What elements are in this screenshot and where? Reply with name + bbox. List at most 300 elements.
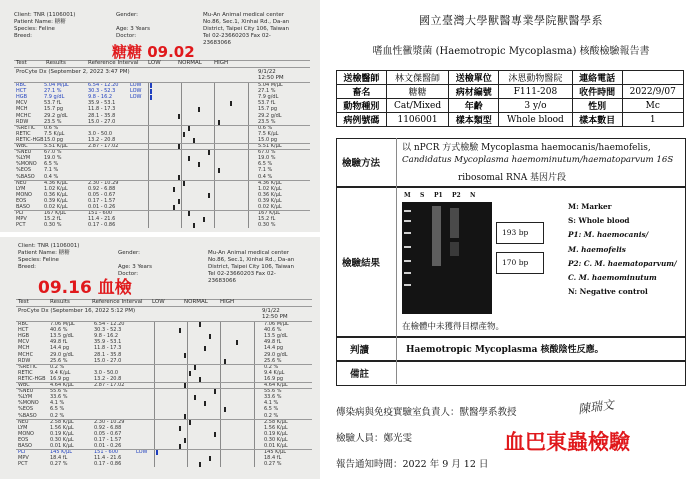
cell-flag: LOW (130, 88, 142, 95)
cell-test: PLT (18, 449, 27, 456)
range-gridline (214, 82, 215, 228)
cell-ref: 0.17 - 1.57 (88, 197, 116, 204)
cell-test: LYM (16, 185, 26, 192)
cell-result: 7.5 K/µL (44, 130, 65, 137)
cell-test: HCT (18, 327, 29, 334)
row-separator (14, 143, 310, 144)
info-key: 連絡電話 (572, 71, 622, 85)
cell-ref: 0.01 - 0.26 (88, 204, 116, 210)
species-line: Species: Feline (14, 26, 55, 32)
date-right: 9/1/22 (258, 69, 276, 75)
row-separator (14, 210, 310, 211)
col-reference: Reference Interval (88, 60, 139, 66)
cell-result: 0.2 % (50, 363, 65, 370)
cell-result: 2.58 K/µL (50, 418, 74, 425)
info-value: F111-208 (499, 85, 573, 99)
cell-result-right: 67.0 % (258, 149, 276, 156)
cell-test: MPV (18, 455, 29, 462)
method-line-1: 以 nPCR 方式檢驗 Mycoplasma haemocanis/haemofelis, (402, 143, 651, 153)
cell-test: WBC (18, 382, 30, 388)
gel-electrophoresis-image (402, 202, 492, 314)
cell-result: 1.02 K/µL (44, 185, 68, 192)
cell-ref: 0.01 - 0.26 (94, 443, 122, 449)
cell-ref: 11.4 - 21.6 (94, 455, 122, 462)
lane-label: P1 (434, 192, 443, 199)
cell-test: %LYM (18, 394, 33, 401)
cell-result-right: 25.6 % (264, 357, 282, 364)
time-right: 12:50 PM (262, 314, 288, 320)
cell-ref: 13.2 - 20.8 (88, 136, 116, 143)
lab-report-sheet-sept-16 (0, 237, 320, 479)
col-results: Results (46, 60, 66, 66)
clinic-tel: Tel 02-23660203 Fax 02- (203, 33, 271, 39)
range-gridline (181, 82, 182, 228)
cell-ref: 3.0 - 50.0 (94, 369, 119, 376)
cell-result-right: 1.02 K/µL (258, 185, 282, 192)
legend-item: N: Negative control (568, 287, 648, 297)
clinic-address-2: District, Taipei City 106, Taiwan (208, 264, 294, 270)
device-line: ProCyte Dx (September 16, 2022 5:12 PM) (18, 308, 136, 314)
col-low: LOW (148, 60, 161, 66)
cell-result-right: 0.01 K/µL (264, 443, 288, 449)
cell-result-right: 145 K/µL (264, 449, 287, 456)
row-separator (16, 321, 312, 322)
cell-test: %MONO (16, 161, 37, 168)
cell-ref: 28.1 - 35.8 (94, 351, 122, 358)
lane-label: N (470, 192, 476, 199)
info-key: 收件時間 (572, 85, 622, 99)
col-normal: NORMAL (178, 60, 202, 66)
cell-result: 27.1 % (44, 88, 62, 95)
cell-test: MCV (16, 100, 28, 107)
cell-flag: LOW (130, 82, 142, 88)
cell-ref: 15.0 - 27.0 (94, 357, 122, 364)
cell-result-right: 0.2 % (264, 363, 279, 370)
cell-result: 29.0 g/dL (50, 351, 74, 358)
cell-result: 25.6 % (50, 357, 68, 364)
legend-item: P1: M. haemocanis/ (568, 230, 649, 240)
gender-line: Gender: (118, 250, 141, 256)
lane-label: M (404, 192, 411, 199)
cell-result: 0.27 % (50, 461, 68, 468)
info-value: 2022/9/07 (622, 85, 683, 99)
cell-result-right: 40.6 % (264, 327, 282, 334)
cell-ref: 0.17 - 0.86 (94, 461, 122, 468)
cell-result: 15.0 pg (44, 136, 64, 143)
gel-note: 在檢體中未獲得目標產物。 (402, 322, 505, 332)
cell-result-right: 7.9 g/dL (258, 94, 279, 101)
cell-result: 0.6 % (44, 124, 59, 131)
cell-result-right: 0.36 K/µL (258, 191, 282, 198)
cell-ref: 0.05 - 0.67 (88, 191, 116, 198)
cell-ref: 2.30 - 10.29 (88, 179, 119, 186)
breed-line: Breed: (18, 264, 37, 270)
cell-result: 4.1 % (50, 400, 65, 407)
clinic-tel-2: 23683066 (203, 40, 231, 46)
cell-test: %EOS (18, 406, 34, 413)
cell-result: 7.9 g/dL (44, 94, 65, 101)
lab-head-line: 傳染病與免疫實驗室負責人：獸醫學系教授 (336, 407, 517, 418)
cell-result: 4.36 K/µL (44, 179, 68, 186)
results-table (16, 321, 312, 479)
cell-test: RETIC (16, 130, 31, 137)
bp-193-label: 193 bp (502, 228, 529, 237)
clinic-address-2: District, Taipei City 106, Taiwan (203, 26, 289, 32)
cell-ref: 35.9 - 53.1 (88, 100, 116, 107)
row-separator (14, 149, 310, 150)
cell-result: 16.9 pg (50, 375, 70, 382)
inspector-line: 檢驗人員：鄭光雯 (336, 433, 413, 444)
doctor-line: Doctor: (118, 271, 139, 277)
cell-test: MONO (16, 191, 32, 198)
cell-ref: 0.92 - 6.88 (94, 424, 122, 431)
clinic-name: Mu-An Animal medical center (203, 12, 284, 18)
age-line: Age: 3 Years (116, 26, 150, 32)
cell-result-right: 0.27 % (264, 461, 282, 468)
cell-test: EOS (16, 197, 27, 204)
cell-result-right: 4.36 K/µL (258, 179, 282, 186)
age-line: Age: 3 Years (118, 264, 152, 270)
col-reference: Reference Interval (92, 299, 143, 305)
cell-result-right: 7.5 K/µL (258, 130, 279, 137)
legend-item: M. haemofelis (568, 244, 626, 254)
cell-test: MCHC (18, 351, 34, 358)
specimen-info-row (337, 85, 684, 99)
cell-test: PCT (18, 461, 28, 468)
legend-item: P2: C. M. haematoparvum/ (568, 258, 677, 268)
doctor-line: Doctor: (116, 33, 137, 39)
range-gridline (220, 321, 221, 467)
cell-result: 33.6 % (50, 394, 68, 401)
cell-test: RBC (16, 82, 27, 88)
cell-test: MPV (16, 216, 27, 223)
cell-result-right: 6.5 % (264, 406, 279, 413)
cell-result-right: 1.56 K/µL (264, 424, 288, 431)
cell-test: PLT (16, 210, 25, 217)
cell-flag: LOW (130, 94, 142, 101)
range-gridline (254, 321, 255, 467)
row-separator (14, 180, 310, 181)
client-line: Client: TNR (1106001) (18, 243, 80, 249)
cell-result-right: 0.30 K/µL (264, 436, 288, 443)
info-value: Whole blood (499, 113, 573, 127)
date-overlay-label: 09.16 血檢 (38, 278, 132, 298)
report-institution-title: 國立臺灣大學獸醫專業學院獸醫學系 (419, 14, 603, 27)
cell-test: RBC (18, 321, 29, 327)
patient-line: Patient Name: 糖糖 (14, 19, 66, 25)
info-value: 3 y/o (499, 99, 573, 113)
cell-result-right: 0.2 % (264, 412, 279, 419)
client-line: Client: TNR (1106001) (14, 12, 76, 18)
cell-result-right: 19.0 % (258, 155, 276, 162)
cell-test: %LYM (16, 155, 31, 162)
col-high: HIGH (220, 299, 235, 305)
cell-test: MCH (18, 345, 30, 352)
cell-flag: LOW (136, 449, 148, 456)
cell-result: 0.01 K/µL (50, 443, 74, 449)
cell-result-right: 5.51 K/µL (258, 143, 282, 149)
cell-result-right: 18.4 fL (264, 455, 282, 462)
cell-result-right: 2.58 K/µL (264, 418, 288, 425)
cell-result: 0.36 K/µL (44, 191, 68, 198)
col-results: Results (50, 299, 70, 305)
cell-ref: 30.3 - 52.3 (94, 327, 122, 334)
results-table (14, 82, 310, 232)
cell-result: 18.4 fL (50, 455, 68, 462)
lane-label: P2 (452, 192, 461, 199)
col-normal: NORMAL (184, 299, 208, 305)
info-key: 動物種別 (337, 99, 387, 113)
cell-result-right: 15.7 pg (258, 106, 278, 113)
cell-result-right: 29.0 g/dL (264, 351, 288, 358)
cell-result-right: 0.19 K/µL (264, 430, 288, 437)
specimen-info-table (336, 70, 684, 127)
info-value: 林文傑醫師 (386, 71, 449, 85)
cell-ref: 0.92 - 6.88 (88, 185, 116, 192)
table-row (16, 461, 312, 468)
cell-test: %NEU (16, 149, 32, 156)
info-key: 畜名 (337, 85, 387, 99)
cell-test: HGB (16, 94, 28, 101)
info-value: 糖糖 (386, 85, 449, 99)
cell-result: 0.30 % (44, 222, 62, 229)
cell-ref: 2.87 - 17.02 (94, 382, 125, 388)
cell-result: 9.4 K/µL (50, 369, 71, 376)
breed-line: Breed: (14, 33, 33, 39)
range-gridline (248, 82, 249, 228)
cell-ref: 0.17 - 1.57 (94, 436, 122, 443)
cell-ref: 30.3 - 52.3 (88, 88, 116, 95)
date-right: 9/1/22 (262, 308, 280, 314)
row-separator (16, 382, 312, 383)
cell-ref: 11.4 - 21.6 (88, 216, 116, 223)
cell-result-right: 14.4 pg (264, 345, 284, 352)
gender-line: Gender: (116, 12, 139, 18)
cell-result: 145 K/µL (50, 449, 73, 456)
cell-test: MCH (16, 106, 28, 113)
cell-ref: 15.0 - 27.0 (88, 118, 116, 125)
remarks-label: 備註 (350, 369, 370, 380)
cell-ref: 151 - 600 (94, 449, 119, 456)
info-value: 1106001 (386, 113, 449, 127)
cell-result: 15.2 fL (44, 216, 62, 223)
cell-result-right: 4.1 % (264, 400, 279, 407)
cell-result: 6.5 % (50, 406, 65, 413)
cell-result-right: 0.02 K/µL (258, 204, 282, 210)
method-line-2: Candidatus Mycoplasma haemominutum/haematoparvum 16S (402, 155, 674, 165)
row-separator (16, 388, 312, 389)
cell-test: NEU (18, 418, 29, 425)
cell-result-right: 53.7 fL (258, 100, 276, 107)
cell-result-right: 4.64 K/µL (264, 382, 288, 388)
clinic-address-1: No.86, Sec.1, Xinhai Rd., Da-an (203, 19, 290, 25)
remarks-section (336, 360, 686, 386)
lab-report-sheet-sept-02 (0, 0, 320, 232)
cell-result-right: 15.0 pg (258, 136, 278, 143)
cell-result: 1.56 K/µL (50, 424, 74, 431)
cell-ref: 6.54 - 12.20 (94, 321, 125, 327)
species-line: Species: Feline (18, 257, 59, 263)
legend-item: C. M. haemominutum (568, 273, 657, 283)
cell-test: RETIC-HGB (18, 375, 46, 382)
legend-item: M: Marker (568, 202, 612, 211)
cell-ref: 11.8 - 17.3 (94, 345, 122, 352)
cell-result-right: 0.39 K/µL (258, 197, 282, 204)
cell-result-right: 9.4 K/µL (264, 369, 285, 376)
cell-test: HGB (18, 333, 30, 340)
row-separator (14, 125, 310, 126)
cell-result: 40.6 % (50, 327, 68, 334)
cell-test: MCV (18, 339, 30, 346)
cell-test: RETIC-HGB (16, 136, 44, 143)
row-separator (16, 364, 312, 365)
cell-ref: 0.17 - 0.86 (88, 222, 116, 229)
method-line-3: ribosomal RNA 基因片段 (458, 173, 567, 183)
cell-result-right: 29.2 g/dL (258, 112, 282, 119)
cell-result: 0.02 K/µL (44, 204, 68, 210)
col-low: LOW (152, 299, 165, 305)
device-line: ProCyte Dx (September 2, 2022 3:47 PM) (16, 69, 130, 75)
cell-test: EOS (18, 436, 29, 443)
cell-result: 4.64 K/µL (50, 382, 74, 388)
date-overlay-label: 糖糖 09.02 (112, 43, 195, 61)
cell-result-right: 13.5 g/dL (264, 333, 288, 340)
cell-result: 0.4 % (44, 173, 59, 180)
info-key: 樣本類型 (449, 113, 499, 127)
verdict-text: Haemotropic Mycoplasma 核酸陰性反應。 (406, 345, 604, 355)
cell-result: 67.0 % (44, 149, 62, 156)
report-title: 嗜血性黴漿菌 (Haemotropic Mycoplasma) 核酸檢驗報告書 (372, 46, 650, 57)
cell-test: HCT (16, 88, 27, 95)
cell-result: 5.04 M/µL (44, 82, 69, 88)
verdict-label: 判讀 (350, 345, 370, 356)
time-right: 12:50 PM (258, 75, 284, 81)
clinic-name: Mu-An Animal medical center (208, 250, 289, 256)
info-key: 樣本數目 (572, 113, 622, 127)
cell-test: MCHC (16, 112, 32, 119)
signature: 陳瑞文 (577, 397, 615, 417)
range-gridline (148, 82, 149, 228)
cell-result: 7.06 M/µL (50, 321, 75, 327)
cell-result: 0.2 % (50, 412, 65, 419)
cell-test: %RETIC (16, 124, 36, 131)
cell-ref: 151 - 600 (88, 210, 113, 217)
method-label: 檢驗方法 (342, 158, 381, 169)
patient-line: Patient Name: 糖糖 (18, 250, 70, 256)
info-key: 性別 (572, 99, 622, 113)
info-value: 1 (622, 113, 683, 127)
cell-test: %NEU (18, 388, 34, 395)
cell-result-right: 23.5 % (258, 118, 276, 125)
gel-legend (568, 200, 698, 299)
cell-ref: 3.0 - 50.0 (88, 130, 113, 137)
cell-ref: 35.9 - 53.1 (94, 339, 122, 346)
clinic-tel: Tel 02-23660203 Fax 02- (208, 271, 276, 277)
cell-result: 0.39 K/µL (44, 197, 68, 204)
cell-test: %RETIC (18, 363, 38, 370)
cell-test: NEU (16, 179, 27, 186)
cell-result-right: 16.9 pg (264, 375, 284, 382)
cell-ref: 2.30 - 10.29 (94, 418, 125, 425)
cell-test: RDW (18, 357, 31, 364)
cell-result-right: 7.06 M/µL (264, 321, 289, 327)
result-label: 檢驗結果 (342, 258, 381, 269)
col-test: Test (16, 60, 27, 66)
cell-result-right: 49.8 fL (264, 339, 282, 346)
cell-test: RETIC (18, 369, 33, 376)
cell-test: %MONO (18, 400, 39, 407)
table-row (14, 222, 310, 229)
cell-test: RDW (16, 118, 29, 125)
info-value: 沐恩動物醫院 (499, 71, 573, 85)
clinic-address-1: No.86, Sec.1, Xinhai Rd., Da-an (208, 257, 295, 263)
range-gridline (154, 321, 155, 467)
cell-test: MONO (18, 430, 34, 437)
cell-result: 15.7 pg (44, 106, 64, 113)
row-separator (16, 419, 312, 420)
cell-test: PCT (16, 222, 26, 229)
col-high: HIGH (214, 60, 229, 66)
cell-result: 19.0 % (44, 155, 62, 162)
cell-result-right: 7.1 % (258, 167, 273, 174)
cell-ref: 6.54 - 12.20 (88, 82, 119, 88)
lane-label: S (420, 192, 425, 199)
cell-result: 53.7 fL (44, 100, 62, 107)
cell-test: BASO (18, 443, 32, 449)
cell-result-right: 0.4 % (258, 173, 273, 180)
row-separator (14, 82, 310, 83)
cell-result: 14.4 pg (50, 345, 70, 352)
info-key: 送檢醫師 (337, 71, 387, 85)
cell-result-right: 6.5 % (258, 161, 273, 168)
cell-ref: 11.8 - 17.3 (88, 106, 116, 113)
cell-result: 23.5 % (44, 118, 62, 125)
clinic-tel-2: 23683066 (208, 278, 236, 284)
cell-result: 5.51 K/µL (44, 143, 68, 149)
cell-ref: 2.87 - 17.02 (88, 143, 119, 149)
cell-result: 0.30 K/µL (50, 436, 74, 443)
info-value (622, 71, 683, 85)
col-test: Test (18, 299, 29, 305)
cell-ref: 28.1 - 35.8 (88, 112, 116, 119)
cell-test: %BASO (18, 412, 37, 419)
cell-result-right: 167 K/µL (258, 210, 281, 217)
cell-ref: 9.8 - 16.2 (94, 333, 119, 340)
report-date-line: 報告通知時間：2022 年 9 月 12 日 (336, 459, 489, 470)
info-value: Mc (622, 99, 683, 113)
cell-ref: 0.05 - 0.67 (94, 430, 122, 437)
cell-result-right: 33.6 % (264, 394, 282, 401)
cell-ref: 9.8 - 16.2 (88, 94, 113, 101)
cell-test: LYM (18, 424, 28, 431)
cell-result: 55.6 % (50, 388, 68, 395)
info-key: 病材編號 (449, 85, 499, 99)
info-key: 病例號碼 (337, 113, 387, 127)
range-gridline (187, 321, 188, 467)
range-marker (199, 462, 201, 467)
specimen-info-row (337, 113, 684, 127)
cell-result: 6.5 % (44, 161, 59, 168)
cell-result: 49.8 fL (50, 339, 68, 346)
row-separator (16, 449, 312, 450)
cell-result-right: 0.6 % (258, 124, 273, 131)
test-type-overlay-label: 血巴東蟲檢驗 (504, 430, 630, 454)
cell-test: %EOS (16, 167, 32, 174)
cell-ref: 13.2 - 20.8 (94, 375, 122, 382)
cell-result: 0.19 K/µL (50, 430, 74, 437)
cell-result: 7.1 % (44, 167, 59, 174)
range-marker (193, 223, 195, 228)
